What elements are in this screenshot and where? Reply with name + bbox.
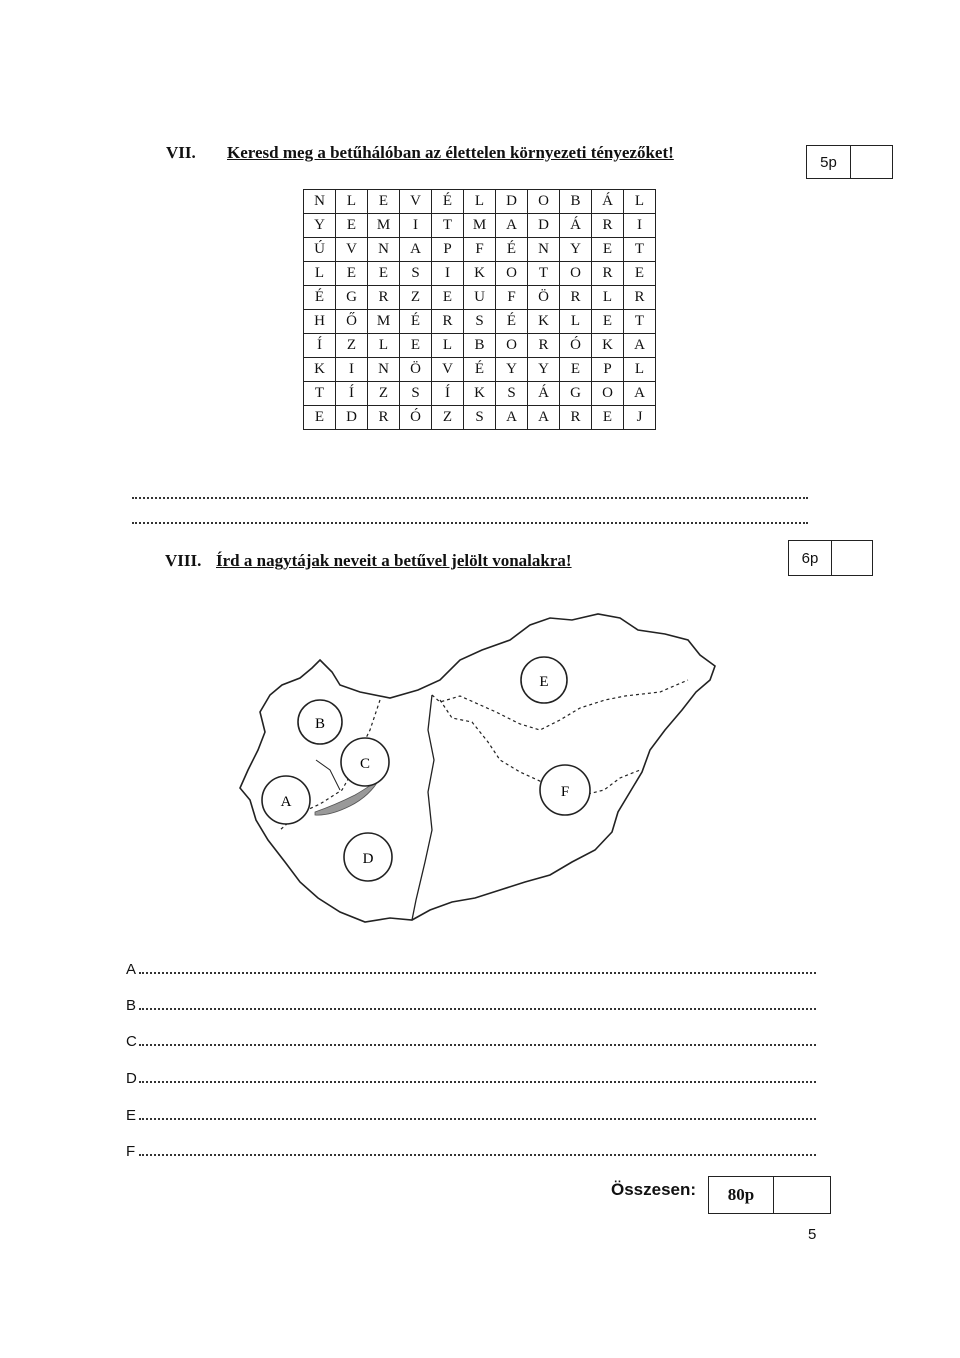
grid-cell[interactable]: T xyxy=(528,262,560,286)
grid-cell[interactable]: E xyxy=(336,214,368,238)
grid-cell[interactable]: A xyxy=(400,238,432,262)
grid-row xyxy=(304,406,656,430)
grid-cell[interactable]: É xyxy=(304,286,336,310)
answer-line-b[interactable] xyxy=(126,994,816,1014)
grid-row xyxy=(304,334,656,358)
section-7-score-box xyxy=(806,145,893,179)
grid-cell[interactable]: K xyxy=(464,262,496,286)
section-7-score-label: 5p xyxy=(807,146,851,178)
grid-cell[interactable]: Z xyxy=(336,334,368,358)
svg-text:E: E xyxy=(539,674,549,690)
grid-cell[interactable]: Y xyxy=(528,358,560,382)
grid-cell[interactable]: D xyxy=(336,406,368,430)
grid-cell[interactable]: S xyxy=(496,382,528,406)
grid-cell[interactable]: E xyxy=(432,286,464,310)
grid-cell[interactable]: E xyxy=(368,190,400,214)
grid-cell[interactable]: Y xyxy=(560,238,592,262)
grid-cell[interactable]: R xyxy=(368,286,400,310)
letter-grid xyxy=(303,189,656,430)
grid-cell[interactable]: V xyxy=(432,358,464,382)
grid-cell[interactable]: M xyxy=(464,214,496,238)
grid-cell[interactable]: E xyxy=(336,262,368,286)
grid-cell[interactable]: Y xyxy=(304,214,336,238)
grid-cell[interactable]: É xyxy=(432,190,464,214)
grid-cell[interactable]: H xyxy=(304,310,336,334)
grid-cell[interactable]: J xyxy=(624,406,656,430)
grid-cell[interactable]: I xyxy=(400,214,432,238)
grid-cell[interactable]: Z xyxy=(400,286,432,310)
grid-cell[interactable]: P xyxy=(592,358,624,382)
answer-line-d[interactable] xyxy=(126,1067,816,1087)
section-7-title: Keresd meg a betűhálóban az élettelen környezeti tényezőket! xyxy=(227,143,674,162)
grid-row xyxy=(304,286,656,310)
map-label-a xyxy=(262,776,310,824)
grid-cell[interactable]: T xyxy=(624,238,656,262)
grid-cell[interactable]: B xyxy=(560,190,592,214)
grid-cell[interactable]: R xyxy=(560,406,592,430)
grid-cell[interactable]: T xyxy=(432,214,464,238)
grid-cell[interactable]: M xyxy=(368,310,400,334)
grid-cell[interactable]: O xyxy=(560,262,592,286)
grid-cell[interactable]: N xyxy=(368,238,400,262)
answer-line-a[interactable] xyxy=(126,958,816,978)
grid-cell[interactable]: K xyxy=(304,358,336,382)
grid-cell[interactable]: Ö xyxy=(400,358,432,382)
grid-cell[interactable]: N xyxy=(304,190,336,214)
svg-text:F: F xyxy=(560,784,570,800)
section-8-score-field[interactable] xyxy=(832,541,872,575)
country-border xyxy=(240,614,715,922)
grid-cell[interactable]: O xyxy=(592,382,624,406)
section-8-score-box xyxy=(788,540,873,576)
grid-cell[interactable]: N xyxy=(528,238,560,262)
svg-text:A: A xyxy=(280,794,292,810)
grid-cell[interactable]: O xyxy=(528,190,560,214)
grid-row xyxy=(304,190,656,214)
answer-line-letter: F xyxy=(126,1143,136,1160)
section-8-number: VIII. xyxy=(165,551,202,570)
grid-cell[interactable]: E xyxy=(624,262,656,286)
answer-line-letter: E xyxy=(126,1107,137,1124)
grid-cell[interactable]: P xyxy=(432,238,464,262)
grid-cell[interactable]: E xyxy=(400,334,432,358)
grid-cell[interactable]: Á xyxy=(528,382,560,406)
grid-cell[interactable]: L xyxy=(624,190,656,214)
grid-cell[interactable]: R xyxy=(592,262,624,286)
answer-line-letter: C xyxy=(126,1033,137,1050)
section-7-answer-line[interactable] xyxy=(132,497,808,499)
grid-cell[interactable]: Á xyxy=(592,190,624,214)
grid-cell[interactable]: S xyxy=(400,382,432,406)
answer-line-letter: A xyxy=(126,961,137,978)
grid-cell[interactable]: L xyxy=(592,286,624,310)
grid-cell[interactable]: É xyxy=(464,358,496,382)
total-score-label: 80p xyxy=(709,1177,774,1213)
grid-cell[interactable]: R xyxy=(368,406,400,430)
svg-text:B: B xyxy=(314,716,326,732)
section-7-answer-line[interactable] xyxy=(132,522,808,524)
grid-row xyxy=(304,310,656,334)
grid-cell[interactable]: L xyxy=(336,190,368,214)
answer-line-letter: D xyxy=(126,1070,137,1087)
grid-cell[interactable]: Í xyxy=(336,382,368,406)
grid-cell[interactable]: M xyxy=(368,214,400,238)
grid-cell[interactable]: R xyxy=(432,310,464,334)
grid-cell[interactable]: S xyxy=(464,406,496,430)
grid-cell[interactable]: L xyxy=(624,358,656,382)
total-label: Összesen: xyxy=(611,1180,697,1199)
grid-cell[interactable]: Í xyxy=(432,382,464,406)
map-label-f xyxy=(540,765,590,815)
grid-cell[interactable]: É xyxy=(496,238,528,262)
grid-cell[interactable]: Í xyxy=(304,334,336,358)
grid-cell[interactable]: T xyxy=(624,310,656,334)
answer-line-c[interactable] xyxy=(126,1030,816,1050)
grid-cell[interactable]: A xyxy=(624,334,656,358)
hungary-map xyxy=(220,600,740,940)
answer-line-letter: B xyxy=(126,997,137,1014)
grid-cell[interactable]: E xyxy=(592,310,624,334)
grid-cell[interactable]: L xyxy=(560,310,592,334)
grid-cell[interactable]: I xyxy=(336,358,368,382)
grid-cell[interactable]: Ő xyxy=(336,310,368,334)
total-score-field[interactable] xyxy=(774,1177,830,1213)
grid-row xyxy=(304,382,656,406)
grid-cell[interactable]: G xyxy=(336,286,368,310)
region-border xyxy=(440,700,640,796)
grid-cell[interactable]: É xyxy=(400,310,432,334)
grid-cell[interactable]: A xyxy=(528,406,560,430)
grid-cell[interactable]: E xyxy=(592,406,624,430)
grid-cell[interactable]: A xyxy=(496,214,528,238)
grid-cell[interactable]: U xyxy=(464,286,496,310)
map-label-e xyxy=(521,657,567,703)
grid-row xyxy=(304,262,656,286)
grid-cell[interactable]: B xyxy=(464,334,496,358)
grid-cell[interactable]: Ú xyxy=(304,238,336,262)
page-number: 5 xyxy=(808,1226,817,1243)
section-8-title: Írd a nagytájak neveit a betűvel jelölt vonalakra! xyxy=(216,551,572,570)
grid-cell[interactable]: Ó xyxy=(400,406,432,430)
grid-cell[interactable]: Z xyxy=(432,406,464,430)
grid-cell[interactable]: V xyxy=(400,190,432,214)
grid-cell[interactable]: S xyxy=(464,310,496,334)
grid-cell[interactable]: Ö xyxy=(528,286,560,310)
grid-cell[interactable]: F xyxy=(464,238,496,262)
answer-line-f[interactable] xyxy=(126,1140,816,1160)
grid-cell[interactable]: Ó xyxy=(560,334,592,358)
grid-cell[interactable]: Z xyxy=(368,382,400,406)
grid-cell[interactable]: É xyxy=(496,310,528,334)
section-7-number: VII. xyxy=(166,143,196,162)
section-7-score-field[interactable] xyxy=(851,146,892,178)
grid-cell[interactable]: O xyxy=(496,262,528,286)
grid-cell[interactable]: E xyxy=(560,358,592,382)
grid-cell[interactable]: R xyxy=(560,286,592,310)
grid-cell[interactable]: R xyxy=(528,334,560,358)
region-border xyxy=(316,760,340,790)
grid-cell[interactable]: A xyxy=(496,406,528,430)
grid-cell[interactable]: I xyxy=(624,214,656,238)
grid-cell[interactable]: F xyxy=(496,286,528,310)
section-8-score-label: 6p xyxy=(789,541,832,575)
svg-text:C: C xyxy=(359,756,371,772)
grid-cell[interactable]: G xyxy=(560,382,592,406)
grid-cell[interactable]: L xyxy=(368,334,400,358)
total-score-box xyxy=(708,1176,831,1214)
map-label-b xyxy=(298,700,342,744)
grid-cell[interactable]: K xyxy=(592,334,624,358)
grid-row xyxy=(304,238,656,262)
grid-cell[interactable]: R xyxy=(592,214,624,238)
grid-cell[interactable]: L xyxy=(432,334,464,358)
region-border xyxy=(412,695,434,920)
grid-cell[interactable]: N xyxy=(368,358,400,382)
map-label-d xyxy=(344,833,392,881)
grid-cell[interactable]: L xyxy=(464,190,496,214)
map-label-c xyxy=(341,738,389,786)
grid-cell[interactable]: E xyxy=(368,262,400,286)
grid-cell[interactable]: D xyxy=(496,190,528,214)
grid-cell[interactable]: L xyxy=(304,262,336,286)
grid-cell[interactable]: K xyxy=(528,310,560,334)
grid-cell[interactable]: R xyxy=(624,286,656,310)
grid-cell[interactable]: Y xyxy=(496,358,528,382)
svg-text:D: D xyxy=(362,851,374,867)
grid-cell[interactable]: T xyxy=(304,382,336,406)
grid-cell[interactable]: E xyxy=(304,406,336,430)
grid-cell[interactable]: K xyxy=(464,382,496,406)
grid-cell[interactable]: V xyxy=(336,238,368,262)
grid-cell[interactable]: D xyxy=(528,214,560,238)
grid-row xyxy=(304,214,656,238)
grid-cell[interactable]: Á xyxy=(560,214,592,238)
grid-cell[interactable]: A xyxy=(624,382,656,406)
grid-cell[interactable]: O xyxy=(496,334,528,358)
grid-cell[interactable]: E xyxy=(592,238,624,262)
grid-cell[interactable]: S xyxy=(400,262,432,286)
grid-row xyxy=(304,358,656,382)
grid-cell[interactable]: I xyxy=(432,262,464,286)
answer-line-e[interactable] xyxy=(126,1104,816,1124)
